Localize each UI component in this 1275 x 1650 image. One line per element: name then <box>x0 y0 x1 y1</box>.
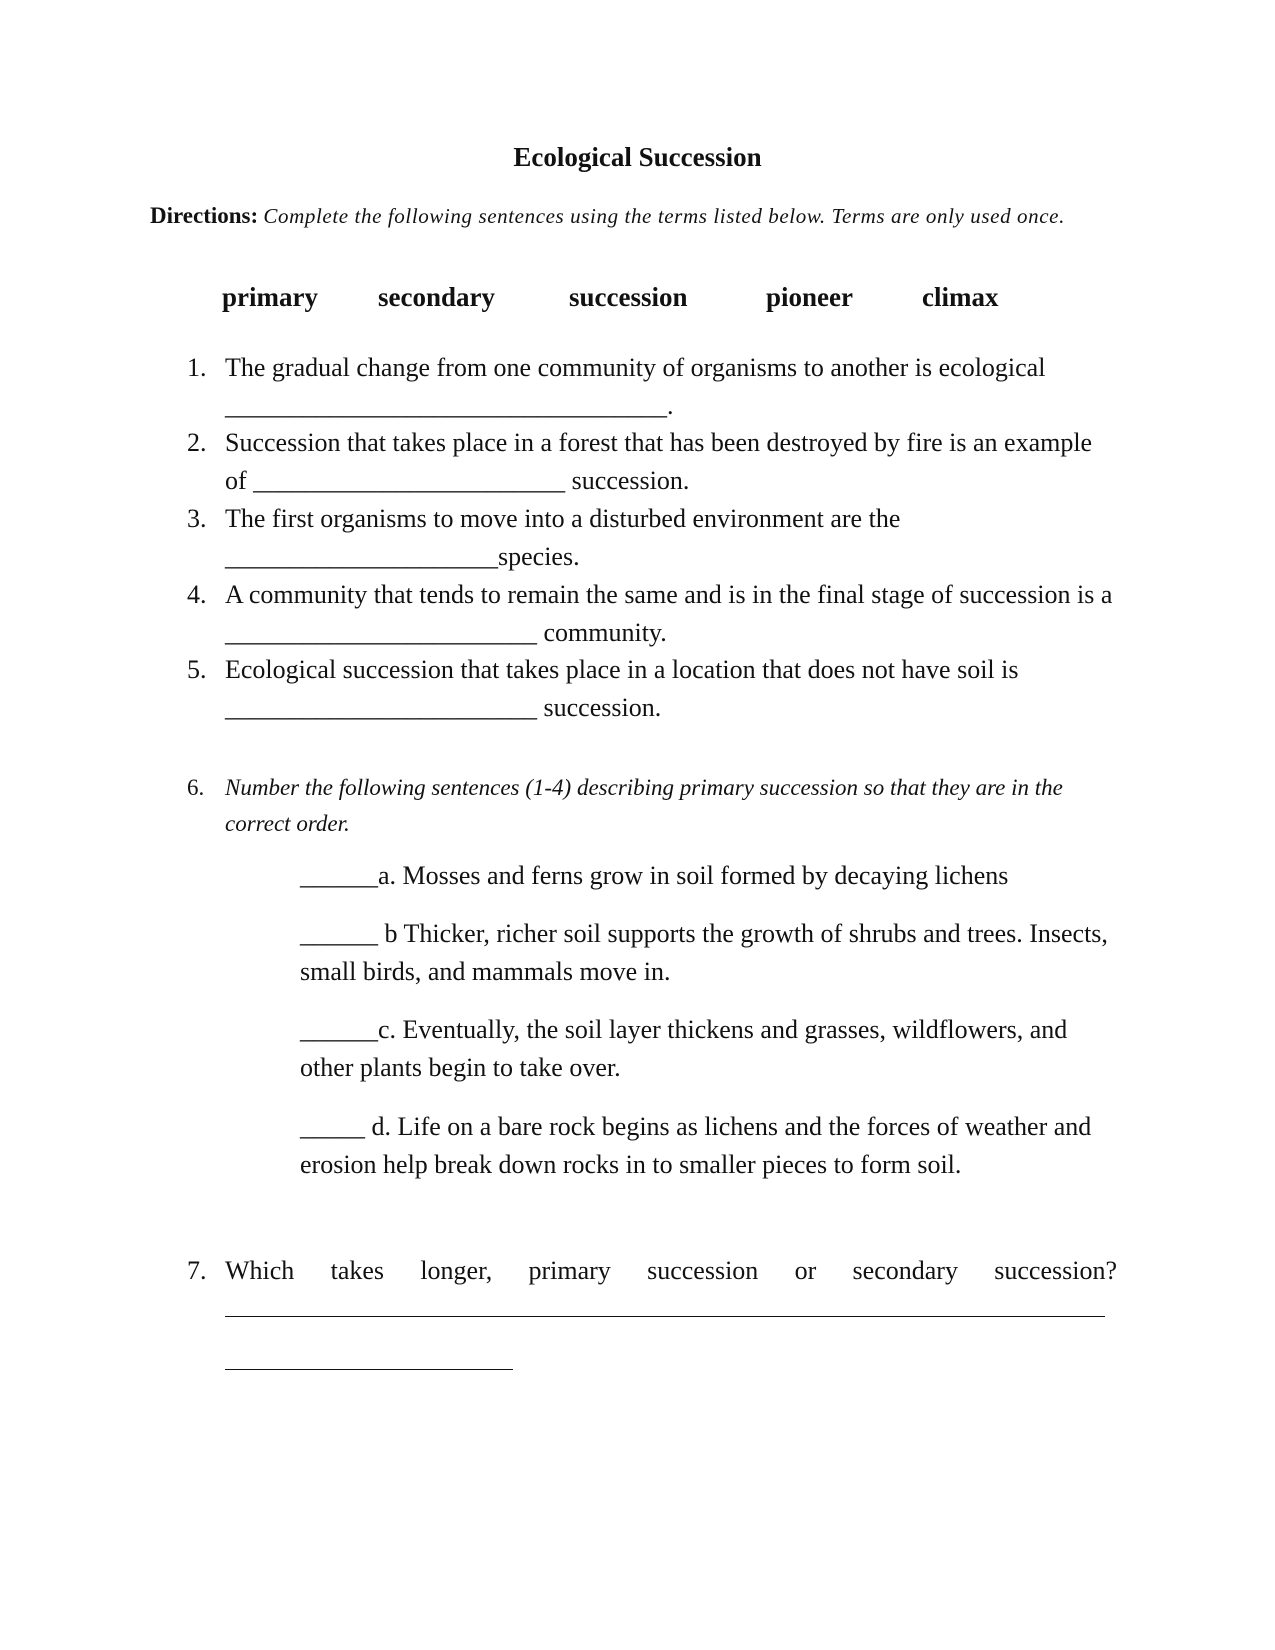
question-4 <box>187 576 1117 652</box>
question-text: Succession that takes place in a forest that has been destroyed by fire is an example of ________________________ succession. <box>225 428 1093 495</box>
question-6 <box>187 770 1117 842</box>
term-secondary: secondary <box>378 282 495 312</box>
term-climax: climax <box>922 282 999 312</box>
answer-line[interactable] <box>225 1316 1105 1317</box>
term-primary: primary <box>222 282 318 312</box>
directions-text: Complete the following sentences using the terms listed below. Terms are only used once. <box>263 204 1065 228</box>
question-number: 4. <box>187 580 207 609</box>
question-3 <box>187 500 1117 576</box>
question-number: 2. <box>187 428 207 457</box>
question-2 <box>187 424 1117 500</box>
question-text: Number the following sentences (1-4) describing primary succession so that they are in the correct order. <box>225 775 1063 836</box>
directions <box>150 200 1100 232</box>
question-5 <box>187 651 1117 727</box>
step-c: ______c. Eventually, the soil layer thickens and grasses, wildflowers, and other plants begin to take over. <box>300 1015 1068 1082</box>
question-number: 7. <box>187 1256 207 1285</box>
question-number: 6. <box>187 775 205 800</box>
term-succession: succession <box>569 282 688 312</box>
question-text: The gradual change from one community of organisms to another is ecological __________________________________. <box>225 353 1046 420</box>
question-text: Ecological succession that takes place in a location that does not have soil is ________________________ succession. <box>225 655 1019 722</box>
question-number: 1. <box>187 353 207 382</box>
question-text: Which takes longer, primary succession or secondary succession? <box>225 1256 1117 1285</box>
question-text: The first organisms to move into a disturbed environment are the _____________________species. <box>225 504 901 571</box>
question-number: 5. <box>187 655 207 684</box>
page-title: Ecological Succession <box>513 142 762 172</box>
step-d: _____ d. Life on a bare rock begins as lichens and the forces of weather and erosion help break down rocks in to smaller pieces to form soil. <box>300 1112 1092 1179</box>
question-text: A community that tends to remain the same and is in the final stage of succession is a ________________________ community. <box>225 580 1113 647</box>
step-b: ______ b Thicker, richer soil supports the growth of shrubs and trees. Insects, small birds, and mammals move in. <box>300 919 1108 986</box>
step-a: ______a. Mosses and ferns grow in soil formed by decaying lichens <box>300 861 1009 890</box>
directions-label: Directions: <box>150 203 259 228</box>
question-1 <box>187 349 1117 425</box>
answer-line[interactable] <box>225 1369 513 1370</box>
question-number: 3. <box>187 504 207 533</box>
term-pioneer: pioneer <box>766 282 853 312</box>
question-7 <box>187 1252 1117 1290</box>
